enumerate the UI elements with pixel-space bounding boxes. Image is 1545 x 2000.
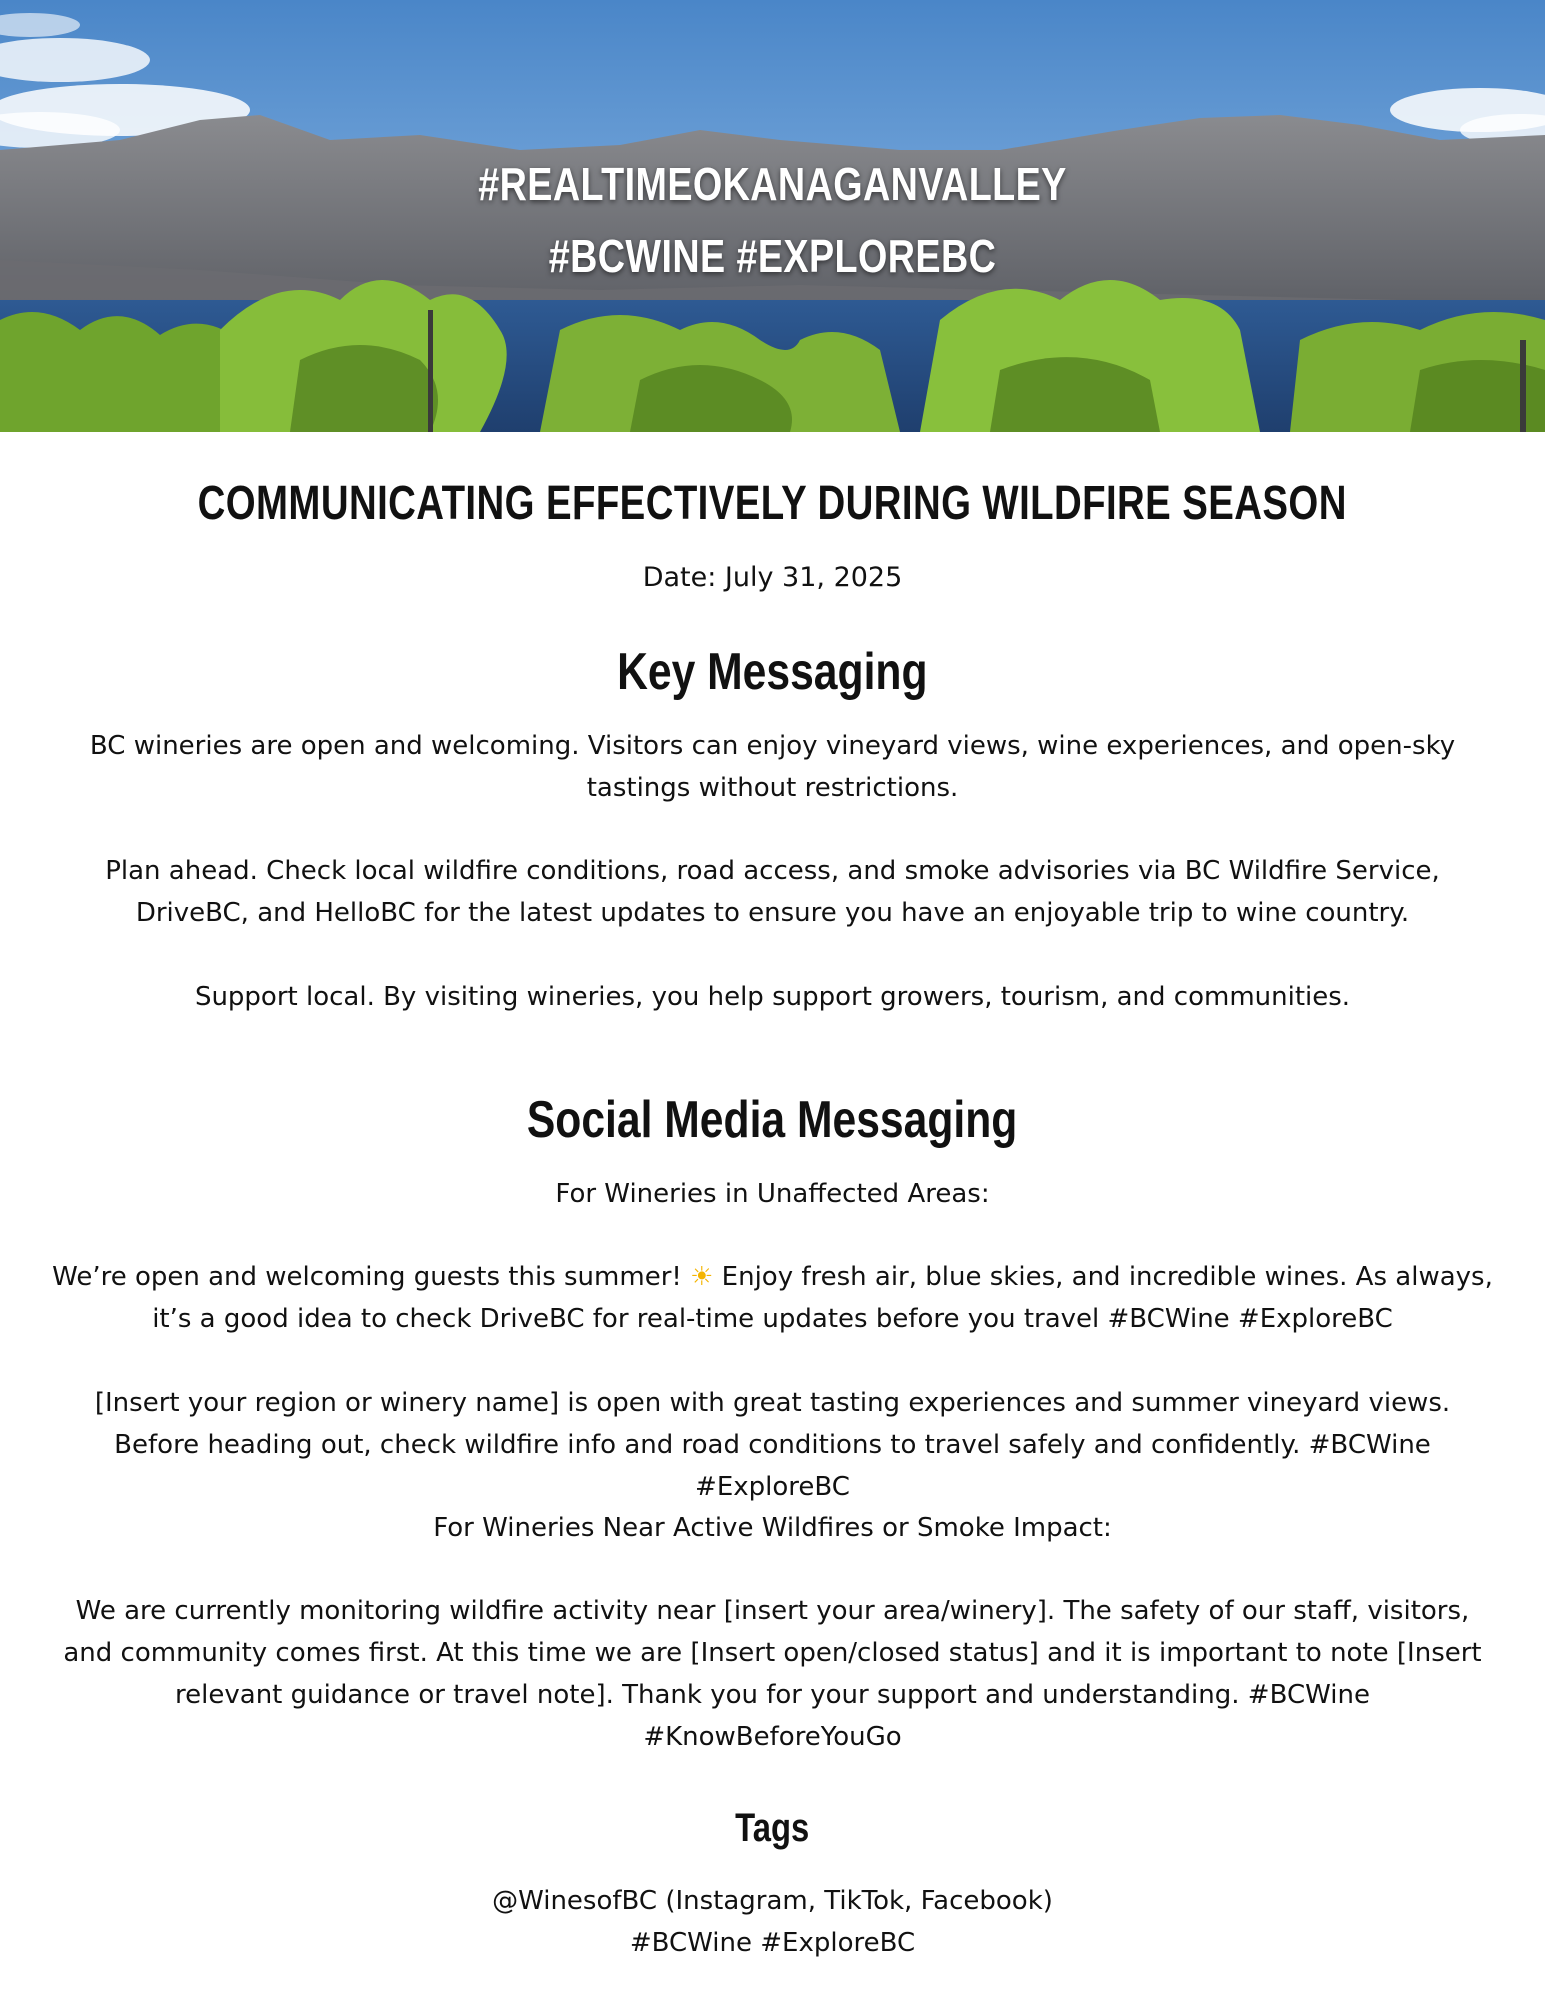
key-messaging-heading: Key Messaging: [617, 643, 928, 701]
key-messaging-paragraph-2: Plan ahead. Check local wildfire conditions, road access, and smoke advisories via BC Wildfire Service, DriveBC, and HelloBC for the latest updates to ensure you have an enjoyable trip to wine country.: [105, 856, 1440, 928]
tags-heading: Tags: [735, 1806, 810, 1850]
affected-areas-label: For Wineries Near Active Wildfires or Smoke Impact:: [433, 1513, 1112, 1543]
unaffected-message-2: [Insert your region or winery name] is open with great tasting experiences and summer vineyard views. Before heading out, check wildfire info and road conditions to travel safely and confidently. #BCWine #ExploreBC: [94, 1388, 1451, 1502]
hero-banner: [0, 0, 1545, 432]
sun-icon: ☀: [690, 1262, 714, 1292]
hero-hashtag-line-2: #BCWINE #EXPLOREBC: [548, 230, 997, 282]
tags-line-1: @WinesofBC (Instagram, TikTok, Facebook): [492, 1886, 1053, 1916]
document-title: COMMUNICATING EFFECTIVELY DURING WILDFIRE SEASON: [197, 477, 1348, 530]
unaffected-areas-label: For Wineries in Unaffected Areas:: [555, 1179, 990, 1209]
unaffected-message-1: [50, 1256, 1495, 1340]
tags-line-2: #BCWine #ExploreBC: [629, 1928, 916, 1958]
social-media-heading: Social Media Messaging: [527, 1091, 1018, 1149]
key-messaging-paragraph-1: BC wineries are open and welcoming. Visitors can enjoy vineyard views, wine experiences, and open-sky tastings without restrictions.: [89, 731, 1456, 803]
unaffected-message-1-start: We’re open and welcoming guests this summer!: [52, 1262, 682, 1292]
key-messaging-paragraph-3: Support local. By visiting wineries, you help support growers, tourism, and communities.: [194, 982, 1351, 1012]
unaffected-message-1-end: Enjoy fresh air, blue skies, and incredible wines. As always, it’s a good idea to check DriveBC for real-time updates before you travel #BCWine #ExploreBC: [152, 1262, 1493, 1334]
document-date: Date: July 31, 2025: [642, 562, 903, 593]
hero-hashtags: [0, 148, 1545, 292]
hero-hashtag-line-1: #REALTIMEOKANAGANVALLEY: [478, 158, 1067, 210]
affected-message: We are currently monitoring wildfire activity near [insert your area/winery]. The safety of our staff, visitors, and community comes first. At this time we are [Insert open/closed status] and it is important to note [Insert relevant guidance or travel note]. Thank you for your support and understanding. #BCWine #KnowBeforeYouGo: [63, 1596, 1482, 1752]
